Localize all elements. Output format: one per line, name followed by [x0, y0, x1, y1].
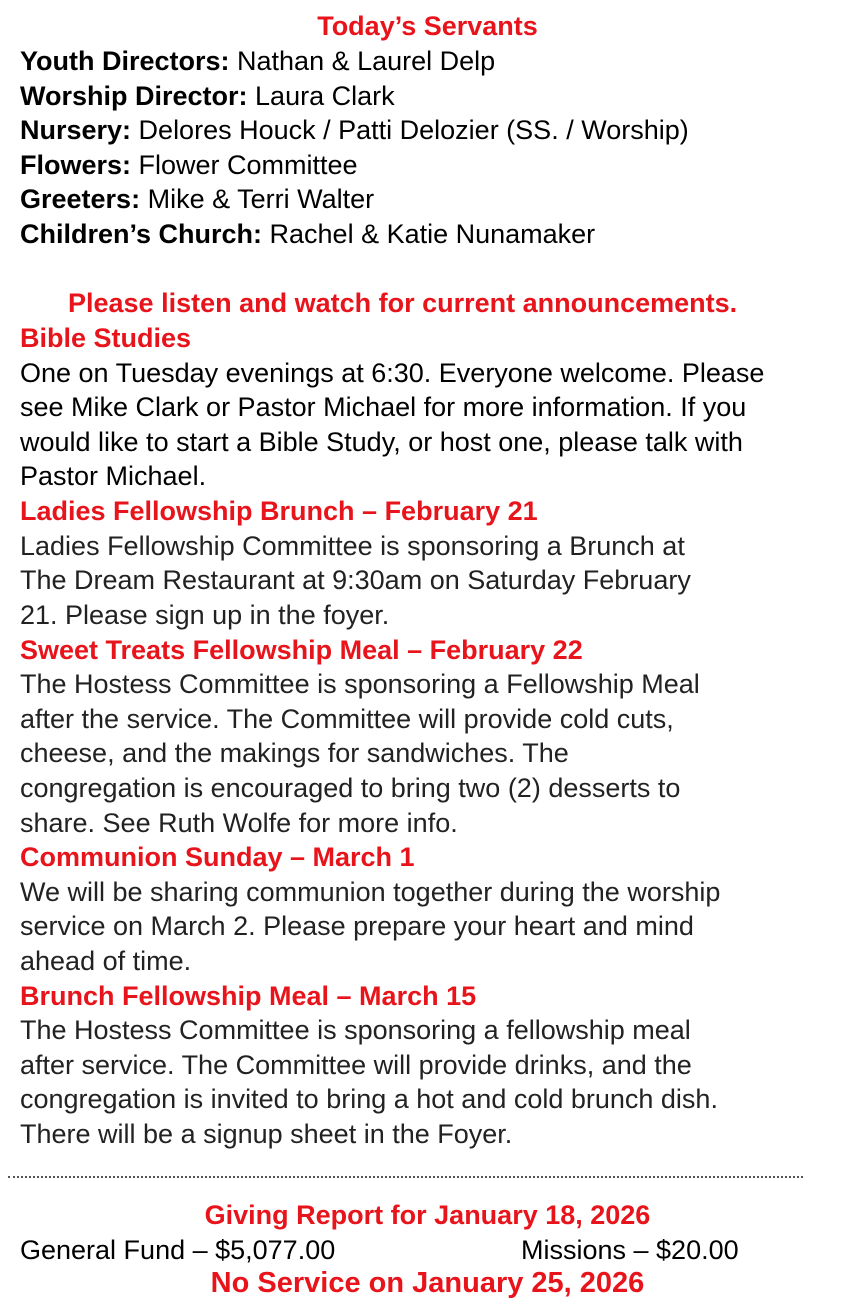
section-text-line: Pastor Michael.: [20, 461, 207, 491]
section-text-line: see Mike Clark or Pastor Michael for more information. If you: [20, 392, 747, 422]
servant-role: Greeters:: [20, 184, 141, 214]
servant-row: [20, 113, 689, 147]
section-text-line: ahead of time.: [20, 946, 192, 976]
section-text-line: cheese, and the makings for sandwiches. The: [20, 738, 569, 768]
section-text-line: The Hostess Committee is sponsoring a fellowship meal: [20, 1015, 691, 1045]
section-text-line: congregation is encouraged to bring two (2) desserts to: [20, 773, 681, 803]
section-text-line: after the service. The Committee will provide cold cuts,: [20, 704, 674, 734]
giving-report-title: Giving Report for January 18, 2026: [204, 1200, 651, 1230]
servant-role: Youth Directors:: [20, 46, 230, 76]
announcement-notice: Please listen and watch for current announcements.: [68, 288, 738, 318]
servants-title: Today’s Servants: [317, 11, 538, 41]
servant-row: [20, 79, 395, 113]
servant-name: Delores Houck / Patti Delozier (SS. / Worship): [131, 115, 689, 145]
servant-role: Worship Director:: [20, 81, 248, 111]
section-text-line: The Hostess Committee is sponsoring a Fellowship Meal: [20, 669, 700, 699]
section-heading: Brunch Fellowship Meal – March 15: [20, 981, 477, 1011]
servant-role: Nursery:: [20, 115, 132, 145]
section-text-line: congregation is invited to bring a hot and cold brunch dish.: [20, 1084, 718, 1114]
section-heading: Bible Studies: [20, 323, 192, 353]
section-heading: Ladies Fellowship Brunch – February 21: [20, 496, 538, 526]
servant-name: Nathan & Laurel Delp: [229, 46, 496, 76]
section-text-line: We will be sharing communion together during the worship: [20, 877, 721, 907]
servant-name: Laura Clark: [247, 81, 395, 111]
servant-row: [20, 148, 358, 182]
servant-name: Flower Committee: [131, 150, 358, 180]
section-text-line: service on March 2. Please prepare your heart and mind: [20, 911, 694, 941]
section-text-line: share. See Ruth Wolfe for more info.: [20, 808, 458, 838]
section-text-line: 21. Please sign up in the foyer.: [20, 600, 390, 630]
section-text-line: after service. The Committee will provide drinks, and the: [20, 1050, 692, 1080]
servant-name: Rachel & Katie Nunamaker: [262, 219, 596, 249]
section-text-line: There will be a signup sheet in the Foyer.: [20, 1119, 513, 1149]
servant-row: [20, 182, 374, 216]
section-text-line: One on Tuesday evenings at 6:30. Everyone welcome. Please: [20, 358, 765, 388]
section-text-line: Ladies Fellowship Committee is sponsoring a Brunch at: [20, 531, 685, 561]
servant-name: Mike & Terri Walter: [140, 184, 375, 214]
dotted-divider: [8, 1176, 803, 1178]
section-heading: Communion Sunday – March 1: [20, 842, 415, 872]
section-text-line: The Dream Restaurant at 9:30am on Saturday February: [20, 565, 691, 595]
missions-amount: Missions – $20.00: [521, 1235, 739, 1265]
general-fund-amount: General Fund – $5,077.00: [20, 1235, 336, 1265]
servant-row: [20, 217, 595, 251]
servant-role: Flowers:: [20, 150, 132, 180]
section-text-line: would like to start a Bible Study, or host one, please talk with: [20, 427, 743, 457]
no-service-notice: No Service on January 25, 2026: [210, 1267, 645, 1299]
servant-row: [20, 44, 495, 78]
servant-role: Children’s Church:: [20, 219, 263, 249]
section-heading: Sweet Treats Fellowship Meal – February 22: [20, 635, 583, 665]
